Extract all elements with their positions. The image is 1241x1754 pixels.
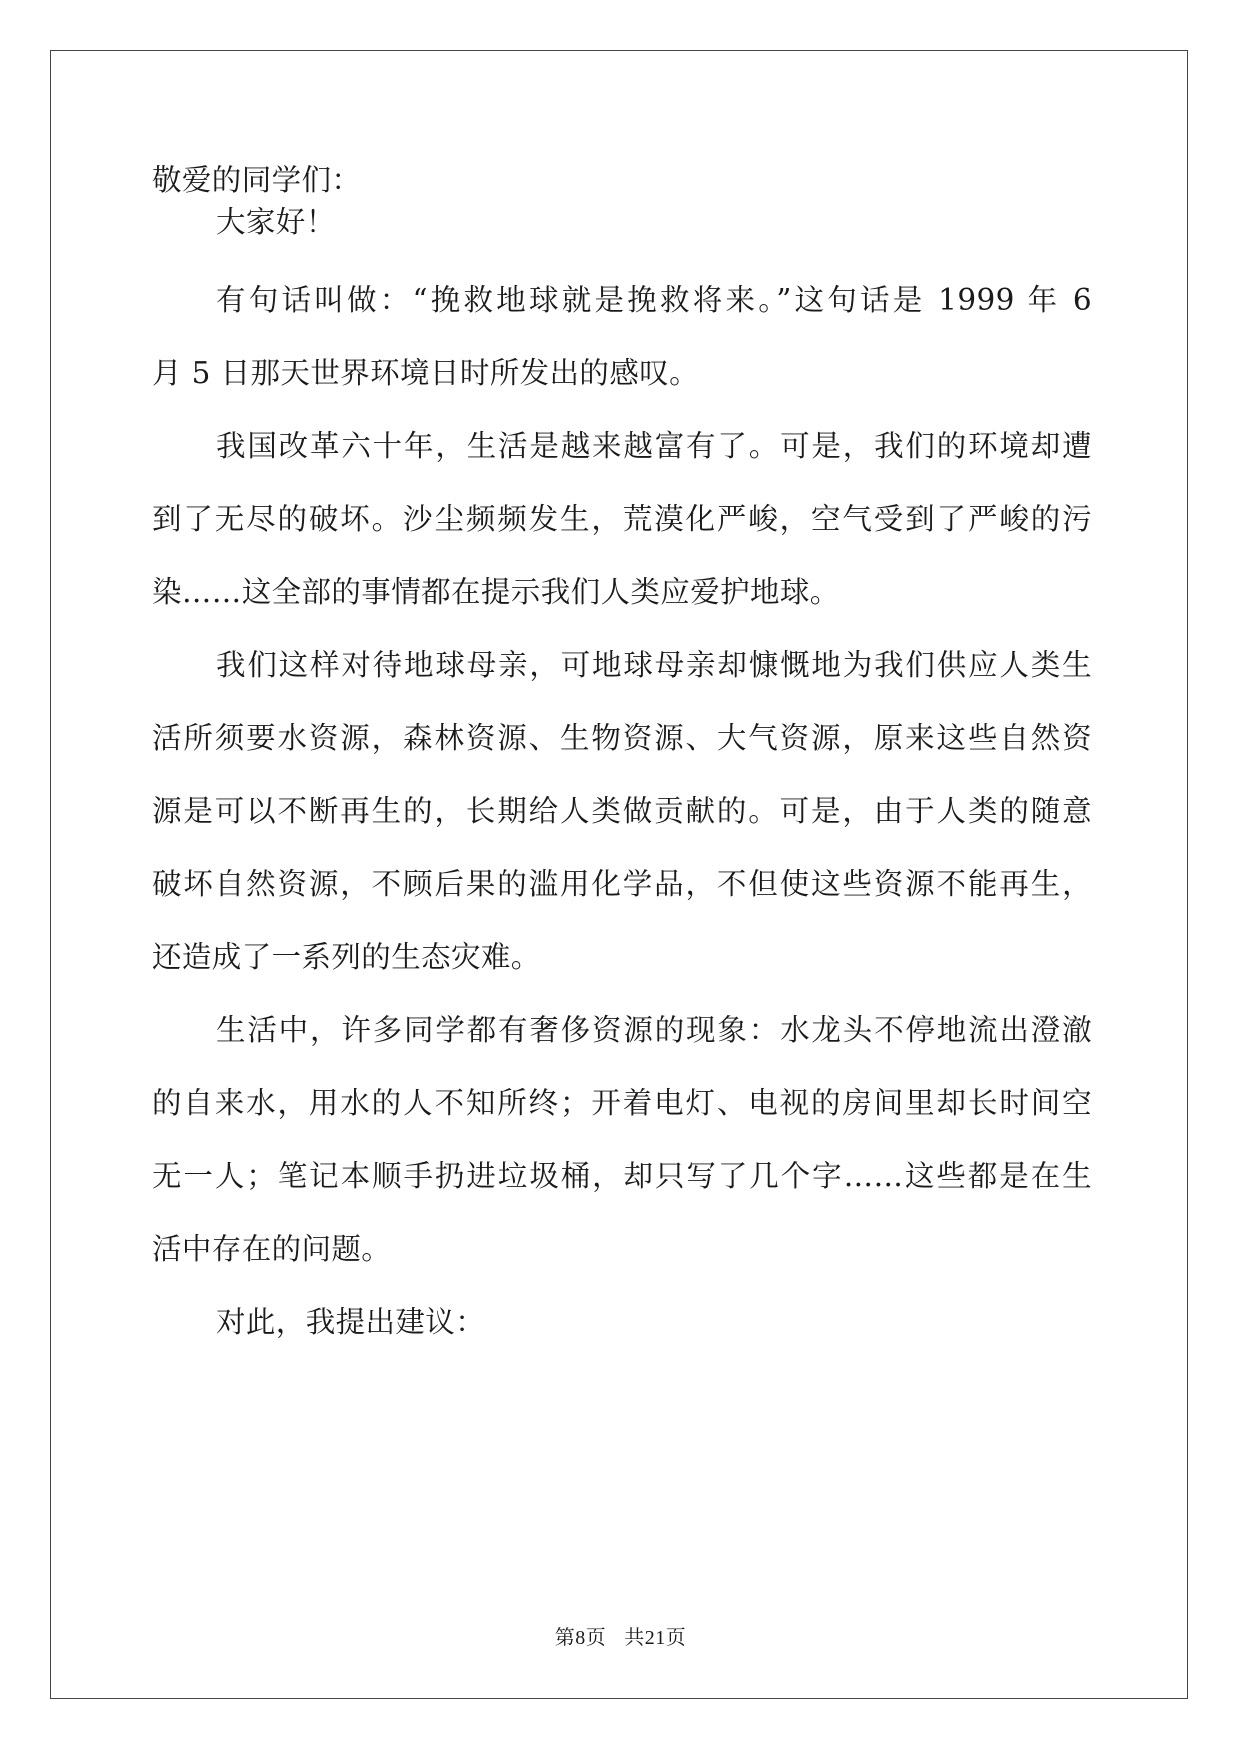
page-footer: [0, 1624, 1241, 1651]
text-line: 我们这样对待地球母亲，可地球母亲却慷慨地为我们供应人类生: [216, 648, 1092, 682]
text-line: 生活中，许多同学都有奢侈资源的现象：水龙头不停地流出澄澈: [216, 1013, 1092, 1047]
total-prefix: 共: [624, 1625, 645, 1649]
text-line: 到了无尽的破坏。沙尘频频发生，荒漠化严峻，空气受到了严峻的污: [152, 502, 1092, 536]
salutation: 敬爱的同学们：: [152, 163, 362, 197]
page-prefix: 第: [554, 1625, 576, 1649]
text-line: 源是可以不断再生的，长期给人类做贡献的。可是，由于人类的随意: [152, 794, 1092, 828]
text-line: 的自来水，用水的人不知所终；开着电灯、电视的房间里却长时间空: [152, 1086, 1092, 1120]
text-line: 破坏自然资源，不顾后果的滥用化学品，不但使这些资源不能再生，: [152, 867, 1092, 901]
text-line: 有句话叫做：“挽救地球就是挽救将来。”这句话是 1999 年 6: [216, 283, 1092, 317]
total-suffix: 页: [665, 1625, 687, 1649]
page-number: 8: [575, 1627, 586, 1649]
text-line: 月 5 日那天世界环境日时所发出的感叹。: [152, 356, 700, 390]
page-suffix: 页: [585, 1625, 607, 1649]
text-line: 染……这全部的事情都在提示我们人类应爱护地球。: [152, 575, 840, 609]
text-line: 活所须要水资源，森林资源、生物资源、大气资源，原来这些自然资: [152, 721, 1092, 755]
text-line: 无一人；笔记本顺手扔进垃圾桶，却只写了几个字……这些都是在生: [152, 1159, 1092, 1193]
text-line: 活中存在的问题。: [152, 1232, 392, 1266]
greeting: 大家好！: [216, 205, 336, 239]
total-pages: 21: [644, 1627, 666, 1649]
text-line: 对此，我提出建议：: [216, 1305, 486, 1339]
text-line: 还造成了一系列的生态灾难。: [152, 940, 541, 974]
text-line: 我国改革六十年，生活是越来越富有了。可是，我们的环境却遭: [216, 429, 1092, 463]
